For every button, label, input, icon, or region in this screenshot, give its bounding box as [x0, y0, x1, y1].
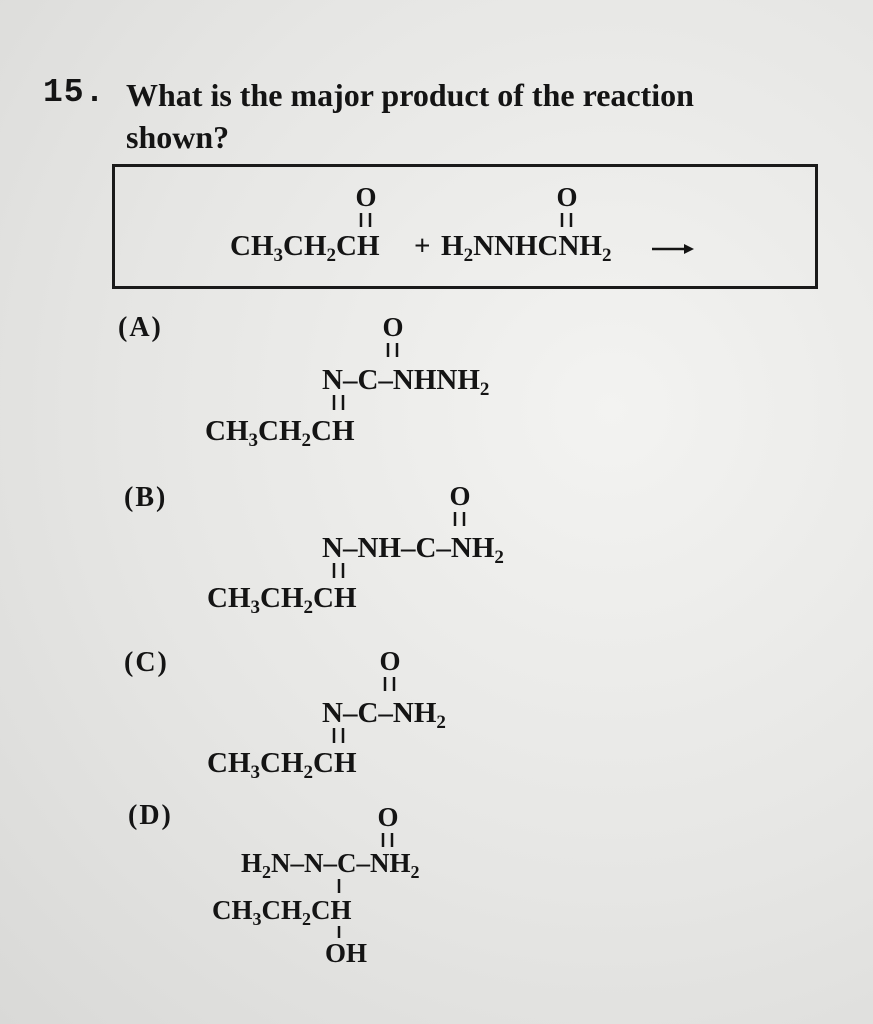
option-c-label[interactable]: (C)	[124, 647, 169, 678]
option-c-bottom-formula: $CH_3CH_2CH$	[207, 747, 357, 783]
option-a-bottom-formula: $CH_3CH_2CH$	[205, 415, 355, 451]
question-text: What is the major product of the reaction shown?	[126, 77, 694, 155]
option-b-carbonyl-o: O	[449, 481, 471, 511]
option-d-oh: OH	[325, 938, 368, 968]
option-a-label[interactable]: (A)	[118, 312, 163, 343]
option-a-top-formula: $N-C-NHNH_2$	[322, 364, 490, 400]
reactant2-carbonyl-o: O	[556, 182, 578, 212]
option-b-bottom-formula: $CH_3CH_2CH$	[207, 582, 357, 618]
question-number: 15.	[43, 74, 106, 111]
option-d-top-formula: $H_2N-N-C-NH_2$	[241, 848, 420, 882]
option-b-structure	[207, 481, 504, 618]
reaction-equation	[230, 182, 694, 266]
reactant2-formula: $H_2NNHCNH_2$	[441, 230, 612, 266]
option-d-structure	[212, 802, 420, 968]
option-c-structure	[207, 646, 446, 783]
option-d-label[interactable]: (D)	[128, 800, 173, 831]
option-d-bottom-formula: $CH_3CH_2CH$	[212, 895, 352, 929]
option-b-top-formula: $N-NH-C-NH_2$	[322, 532, 504, 568]
option-a-structure	[205, 312, 489, 451]
option-c-top-formula: $N-C-NH_2$	[322, 697, 446, 733]
option-d-carbonyl-o: O	[377, 802, 399, 832]
option-a-carbonyl-o: O	[382, 312, 404, 342]
option-c-carbonyl-o: O	[379, 646, 401, 676]
reaction-plus: +	[414, 230, 431, 262]
reactant1-formula: $CH_3CH_2CH$	[230, 230, 380, 266]
option-b-label[interactable]: (B)	[124, 482, 168, 513]
reactant1-carbonyl-o: O	[355, 182, 377, 212]
